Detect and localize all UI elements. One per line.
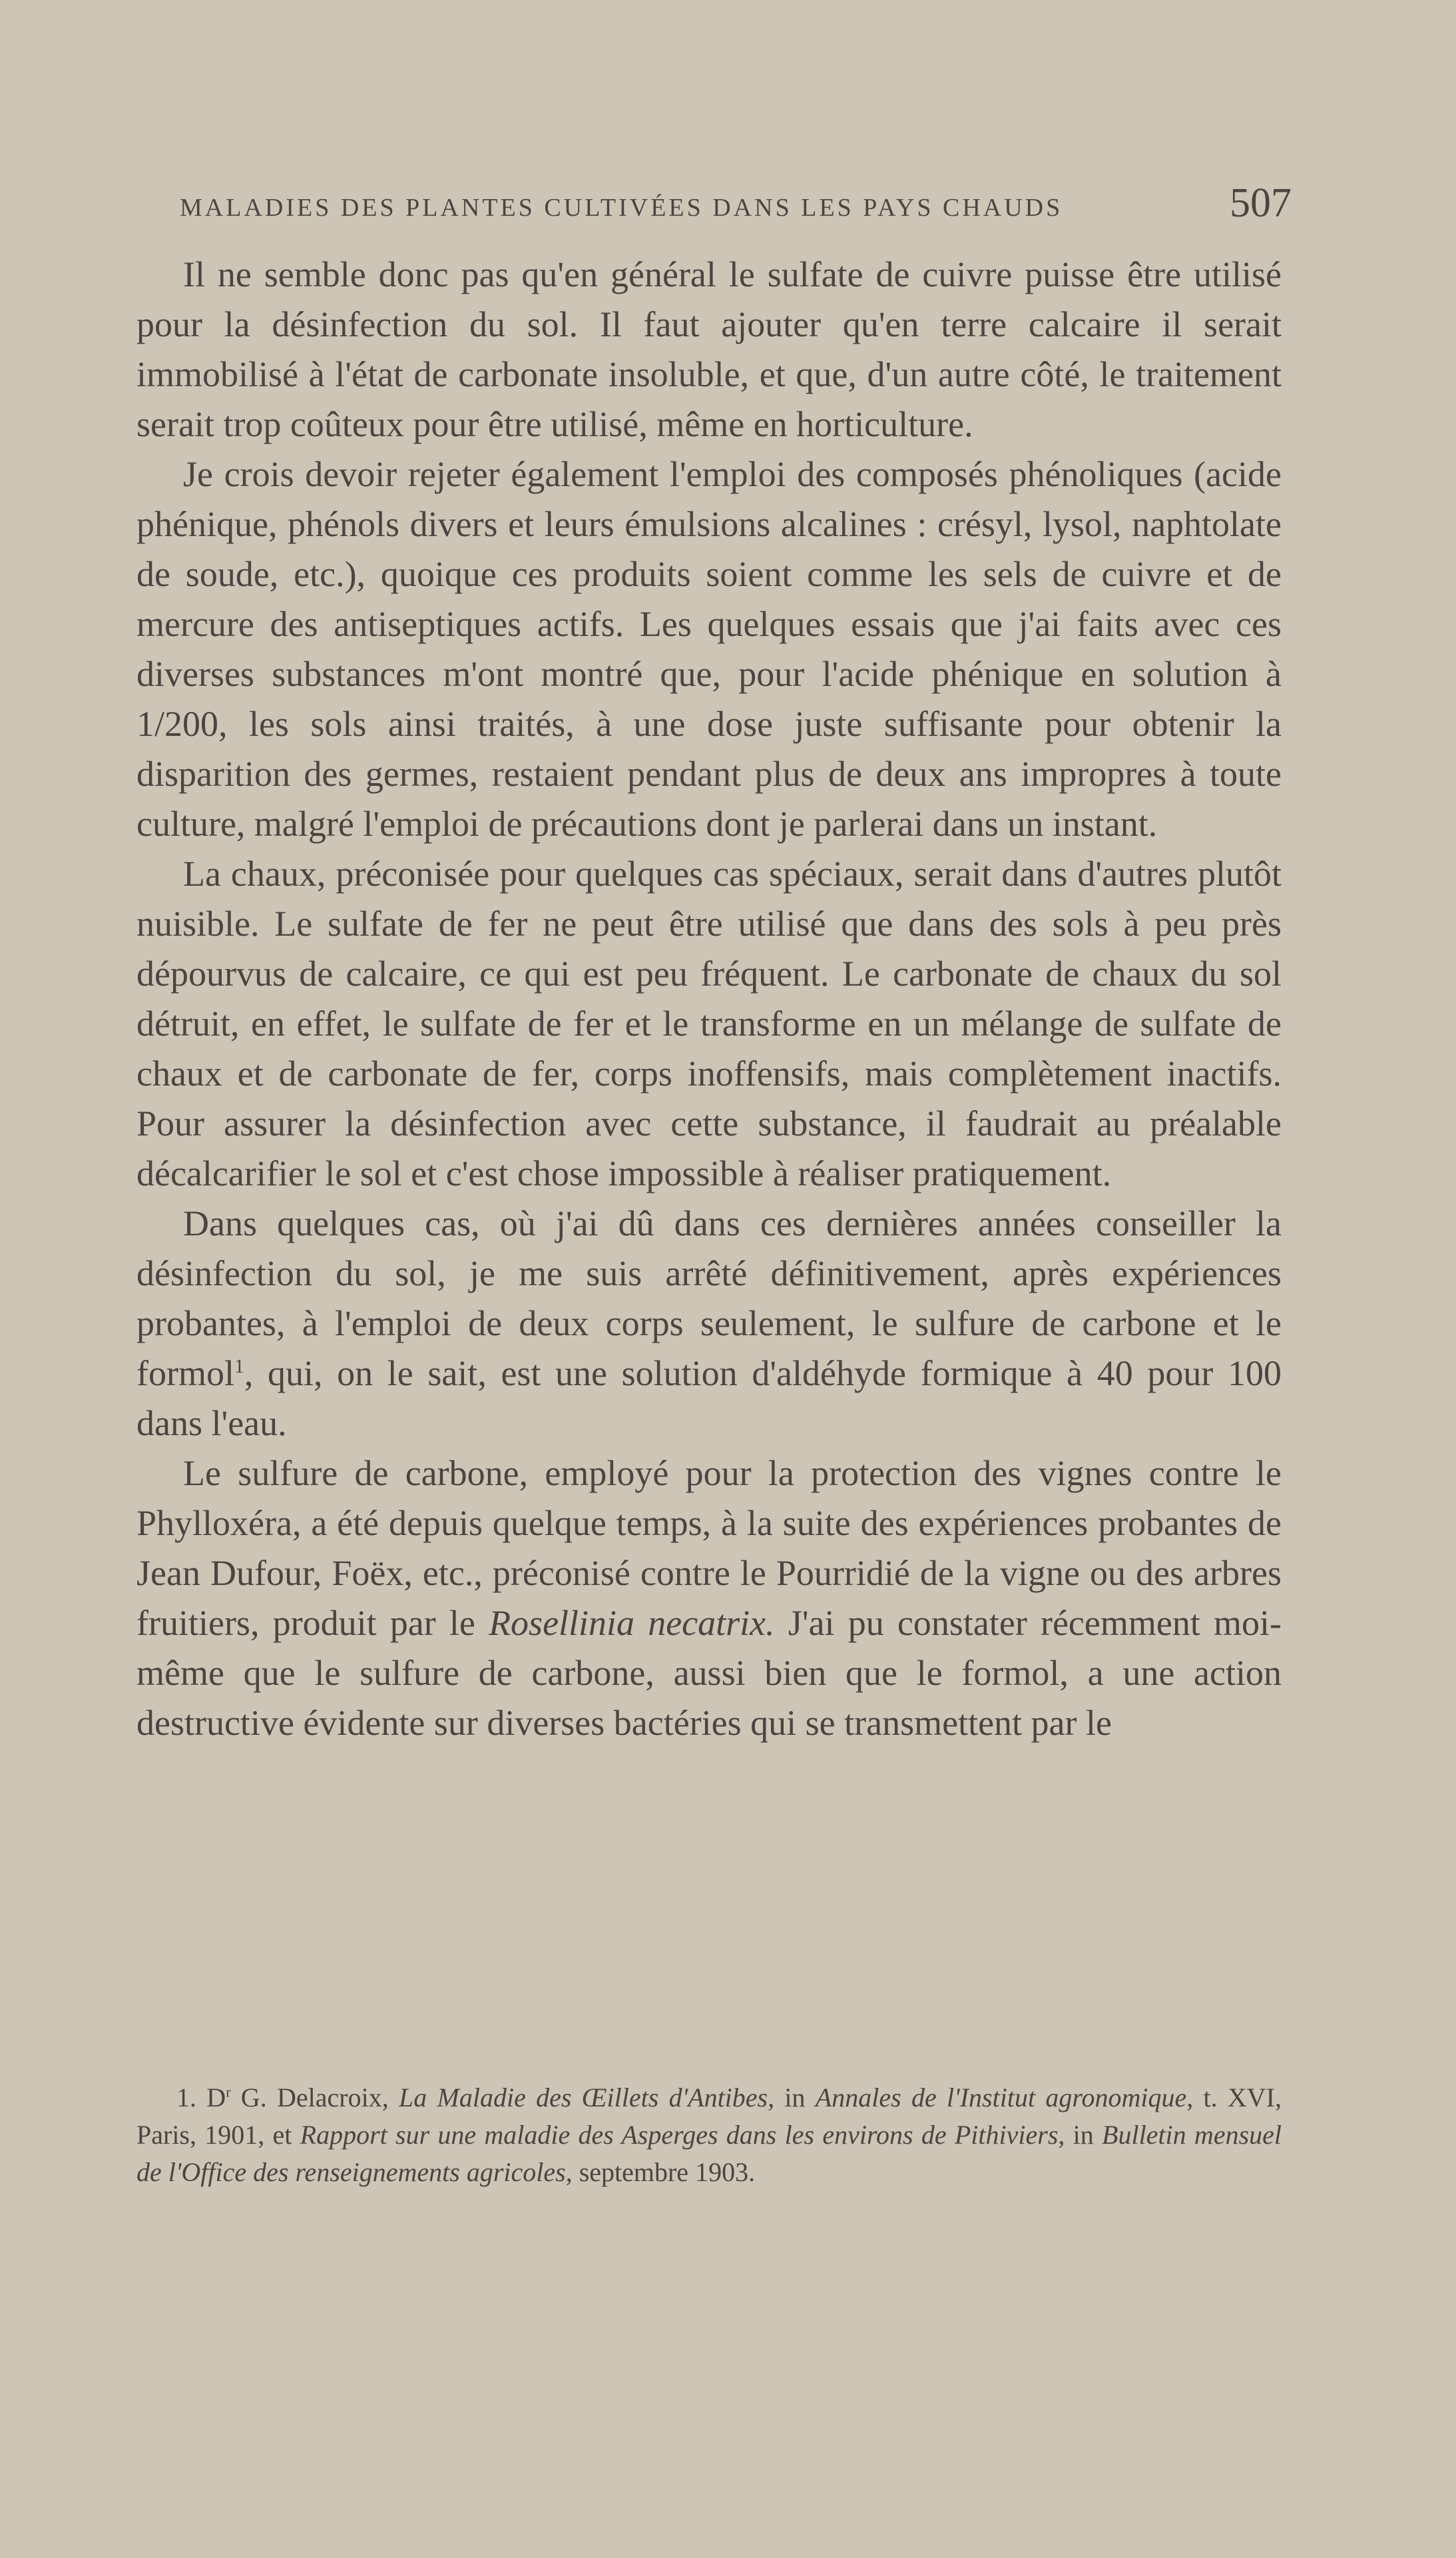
title-abbreviation: r (226, 2083, 231, 2100)
paragraph (136, 1199, 1282, 1448)
species-name: Rosellinia necatrix. (489, 1603, 775, 1643)
paragraph-text: Le sulfure de carbone, employé pour la protection des vignes contre le Phylloxéra, a été depuis quelque temps, à la suite des expériences probantes de Jean Dufour, Foëx, etc., préconisé contre le Pourridié de la vigne ou des arbres fruitiers, produit par le (136, 1453, 1282, 1643)
footnote-text: , t. XVI, Paris, 1901, et (136, 2082, 1282, 2150)
footnote-text: G. Delacroix, (230, 2082, 399, 2112)
footnote-text: , in (1058, 2120, 1102, 2150)
cited-work-title: La Maladie des Œillets d'Antibes (399, 2082, 768, 2112)
footnote-number: 1. D (176, 2082, 226, 2112)
paragraph-text: J'ai pu constater récemment moi-même que le sulfure de carbone, aussi bien que le formol, a une action destructive évidente sur diverses bactéries qui se transmettent par le (136, 1603, 1282, 1743)
paragraph-text: , qui, on le sait, est une solution d'aldéhyde formique à 40 pour 100 dans l'eau. (136, 1353, 1282, 1443)
footnote-text: , in (768, 2082, 816, 2112)
cited-work-title: Rapport sur une maladie des Asperges dans les environs de Pithiviers (300, 2120, 1059, 2150)
paragraph: La chaux, préconisée pour quelques cas spéciaux, serait dans d'autres plutôt nuisible. Le sulfate de fer ne peut être utilisé que dans des sols à peu près dépourvus de calcaire, ce qui est peu fréquent. Le carbonate de chaux du sol détruit, en effet, le sulfate de fer et le transforme en un mélange de sulfate de chaux et de carbonate de fer, corps inoffensifs, mais complètement inactifs. Pour assurer la désinfection avec cette substance, il faudrait au préalable décalcarifier le sol et c'est chose impossible à réaliser pratiquement. (136, 854, 1282, 1193)
paragraph: Je crois devoir rejeter également l'emploi des composés phénoliques (acide phénique, phénols divers et leurs émulsions alcalines : crésyl, lysol, naphtolate de soude, etc.), quoique ces produits soient comme les sels de cuivre et de mercure des antiseptiques actifs. Les quelques essais que j'ai faits avec ces diverses substances m'ont montré que, pour l'acide phénique en solution à 1/200, les sols ainsi traités, à une dose juste suffisante pour obtenir la disparition des germes, restaient pendant plus de deux ans impropres à toute culture, malgré l'emploi de précautions dont je parlerai dans un instant. (136, 454, 1282, 844)
journal-title: Annales de l'Institut agronomique (815, 2082, 1187, 2112)
running-header (180, 174, 1292, 234)
footnotes (136, 2079, 1282, 2191)
body-text (136, 250, 1282, 1748)
paragraph: Il ne semble donc pas qu'en général le sulfate de cuivre puisse être utilisé pour la désinfection du sol. Il faut ajouter qu'en terre calcaire il serait immobilisé à l'état de carbonate insoluble, et que, d'un autre côté, le traitement serait trop coûteux pour être utilisé, même en horticulture. (136, 254, 1282, 444)
paragraph (136, 1448, 1282, 1748)
footnote (136, 2079, 1282, 2191)
journal-title: Bulletin mensuel de l'Office des renseignements agricoles (136, 2120, 1282, 2187)
running-title: MALADIES DES PLANTES CULTIVÉES DANS LES PAYS CHAUDS (180, 194, 1063, 222)
footnote-marker: 1 (234, 1356, 244, 1377)
paragraph-text: Dans quelques cas, où j'ai dû dans ces dernières années conseiller la désinfection du sol, je me suis arrêté définitivement, après expériences probantes, à l'emploi de deux corps seulement, le sulfure de carbone et le formol (136, 1203, 1282, 1393)
footnote-text: , septembre 1903. (565, 2157, 756, 2187)
page-number: 507 (1230, 180, 1292, 226)
